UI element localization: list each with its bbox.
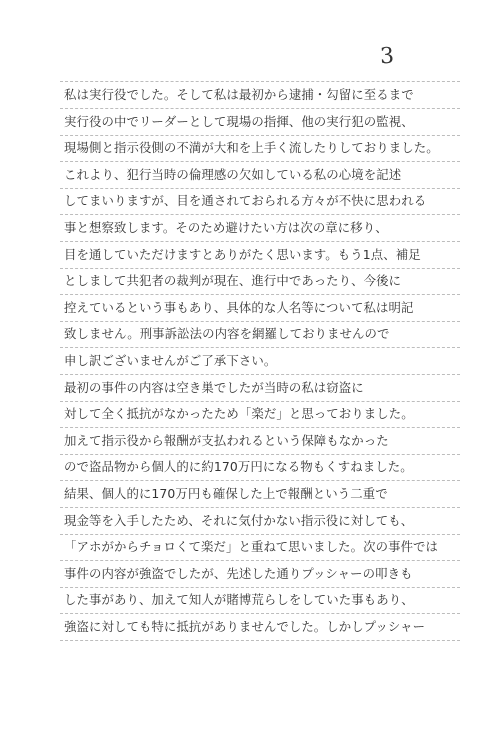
handwritten-line: これより、犯行当時の倫理感の欠如している私の心境を記述: [64, 166, 402, 182]
handwritten-line: 事と想察致します。そのため避けたい方は次の章に移り、: [64, 220, 388, 235]
handwritten-line: 私は実行役でした。そして私は最初から逮捕・勾留に至るまで: [64, 87, 414, 102]
handwritten-line: としまして共犯者の裁判が現在、進行中であったり、今後に: [64, 273, 402, 289]
handwritten-line: 申し訳ございませんがご了承下さい。: [64, 353, 277, 368]
handwritten-line: 加えて指示役から報酬が支払われるという保障もなかった: [64, 432, 389, 448]
handwritten-line: 控えているという事もあり、具体的な人名等について私は明記: [64, 299, 414, 315]
handwritten-line: 対して全く抵抗がなかったため「楽だ」と思っておりました。: [64, 406, 414, 422]
handwritten-line: 最初の事件の内容は空き巣でしたが当時の私は窃盗に: [64, 379, 364, 395]
handwritten-line: ので盗品物から個人的に約170万円になる物もくすねました。: [64, 459, 413, 475]
handwritten-line: 致しません。刑事訴訟法の内容を網羅しておりませんので: [64, 326, 390, 342]
handwritten-line: してまいりますが、目を通されておられる方々が不快に思われる: [64, 193, 427, 209]
handwritten-line: 「アホがからチョロくて楽だ」と重ねて思いました。次の事件では: [64, 539, 439, 555]
handwritten-line: 実行役の中でリーダーとして現場の指揮、他の実行犯の監視、: [64, 113, 414, 129]
handwritten-line: した事があり、加えて知人が賭博荒らしをしていた事もあり、: [64, 592, 414, 608]
handwritten-line: 強盗に対しても特に抵抗がありませんでした。しかしプッシャー: [64, 619, 426, 634]
handwritten-line: 事件の内容が強盗でしたが、先述した通りプッシャーの叩きも: [64, 565, 413, 581]
page-number: 3: [379, 43, 395, 70]
handwritten-line: 目を通していただけますとありがたく思います。もう1点、補足: [64, 246, 421, 262]
handwritten-line: 結果、個人的に170万円も確保した上で報酬という二重で: [64, 486, 388, 501]
handwritten-line: 現場側と指示役側の不満が大和を上手く流したりしておりました。: [64, 140, 439, 156]
ruled-line: [60, 640, 460, 641]
handwritten-line: 現金等を入手したため、それに気付かない指示役に対しても、: [64, 512, 414, 528]
